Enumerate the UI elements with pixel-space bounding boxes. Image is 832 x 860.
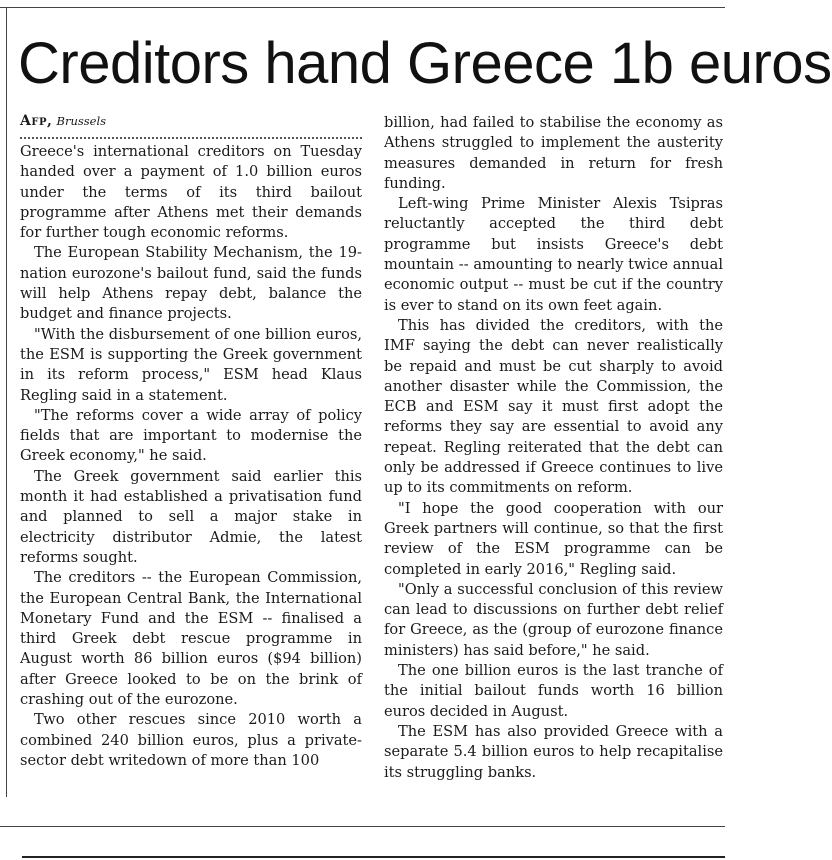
body-text-left: [20, 142, 362, 771]
paragraph: Greece's international creditors on Tuesday handed over a payment of 1.0 billion euros under the terms of its third bailout programme after Athens met their demands for further tough economic reforms.: [20, 143, 362, 242]
paragraph: Left-wing Prime Minister Alexis Tsipras reluctantly accepted the third debt programme but insists Greece's debt mountain -- amounting to nearly twice annual economic output -- must be cut if the country is ever to stand on its own feet again.: [384, 195, 723, 314]
paragraph: This has divided the creditors, with the IMF saying the debt can never realistically be repaid and must be cut sharply to avoid another disaster while the Commission, the ECB and ESM say it must first adopt the reforms they say are essential to avoid any repeat. Regling reiterated that the debt can only be addressed if Greece continues to live up to its commitments on reform.: [384, 316, 723, 497]
byline: [20, 111, 362, 131]
bottom-rule: [0, 826, 725, 827]
body-text-right: [384, 113, 723, 783]
paragraph: The one billion euros is the last tranche of the initial bailout funds worth 16 billion euros decided in August.: [384, 662, 723, 720]
left-column-rule: [6, 7, 7, 797]
paragraph: "With the disbursement of one billion euros, the ESM is supporting the Greek government in its reform process," ESM head Klaus Regling said in a statement.: [20, 325, 362, 404]
paragraph: "I hope the good cooperation with our Greek partners will continue, so that the first review of the ESM programme can be completed in early 2016," Regling said.: [384, 499, 723, 578]
paragraph: Two other rescues since 2010 worth a combined 240 billion euros, plus a private-sector debt writedown of more than 100: [20, 711, 362, 769]
article-headline: Creditors hand Greece 1b euros: [18, 31, 832, 96]
paragraph: billion, had failed to stabilise the economy as Athens struggled to implement the austerity measures demanded in return for fresh funding.: [384, 114, 723, 192]
byline-agency: Afp,: [20, 113, 53, 129]
article-column-left: [20, 111, 362, 771]
paragraph: The ESM has also provided Greece with a separate 5.4 billion euros to help recapitalise its struggling banks.: [384, 722, 723, 781]
top-rule: [0, 7, 725, 8]
bottom-rule-thick: [22, 856, 725, 858]
byline-location: Brussels: [56, 114, 107, 128]
paragraph: "The reforms cover a wide array of policy fields that are important to modernise the Greek economy," he said.: [20, 406, 362, 465]
article-column-right: [384, 113, 723, 783]
byline-dotted-divider: [20, 137, 362, 139]
paragraph: The European Stability Mechanism, the 19-nation eurozone's bailout fund, said the funds will help Athens repay debt, balance the budget and finance projects.: [20, 244, 362, 323]
paragraph: The creditors -- the European Commission, the European Central Bank, the International Monetary Fund and the ESM -- finalised a third Greek debt rescue programme in August worth 86 billion euros ($94 billion) after Greece looked to be on the brink of crashing out of the eurozone.: [20, 569, 362, 709]
paragraph: "Only a successful conclusion of this review can lead to discussions on further debt relief for Greece, as the (group of eurozone finance ministers) has said before," he said.: [384, 580, 723, 659]
paragraph: The Greek government said earlier this month it had established a privatisation fund and planned to sell a major stake in electricity distributor Admie, the latest reforms sought.: [20, 467, 362, 566]
